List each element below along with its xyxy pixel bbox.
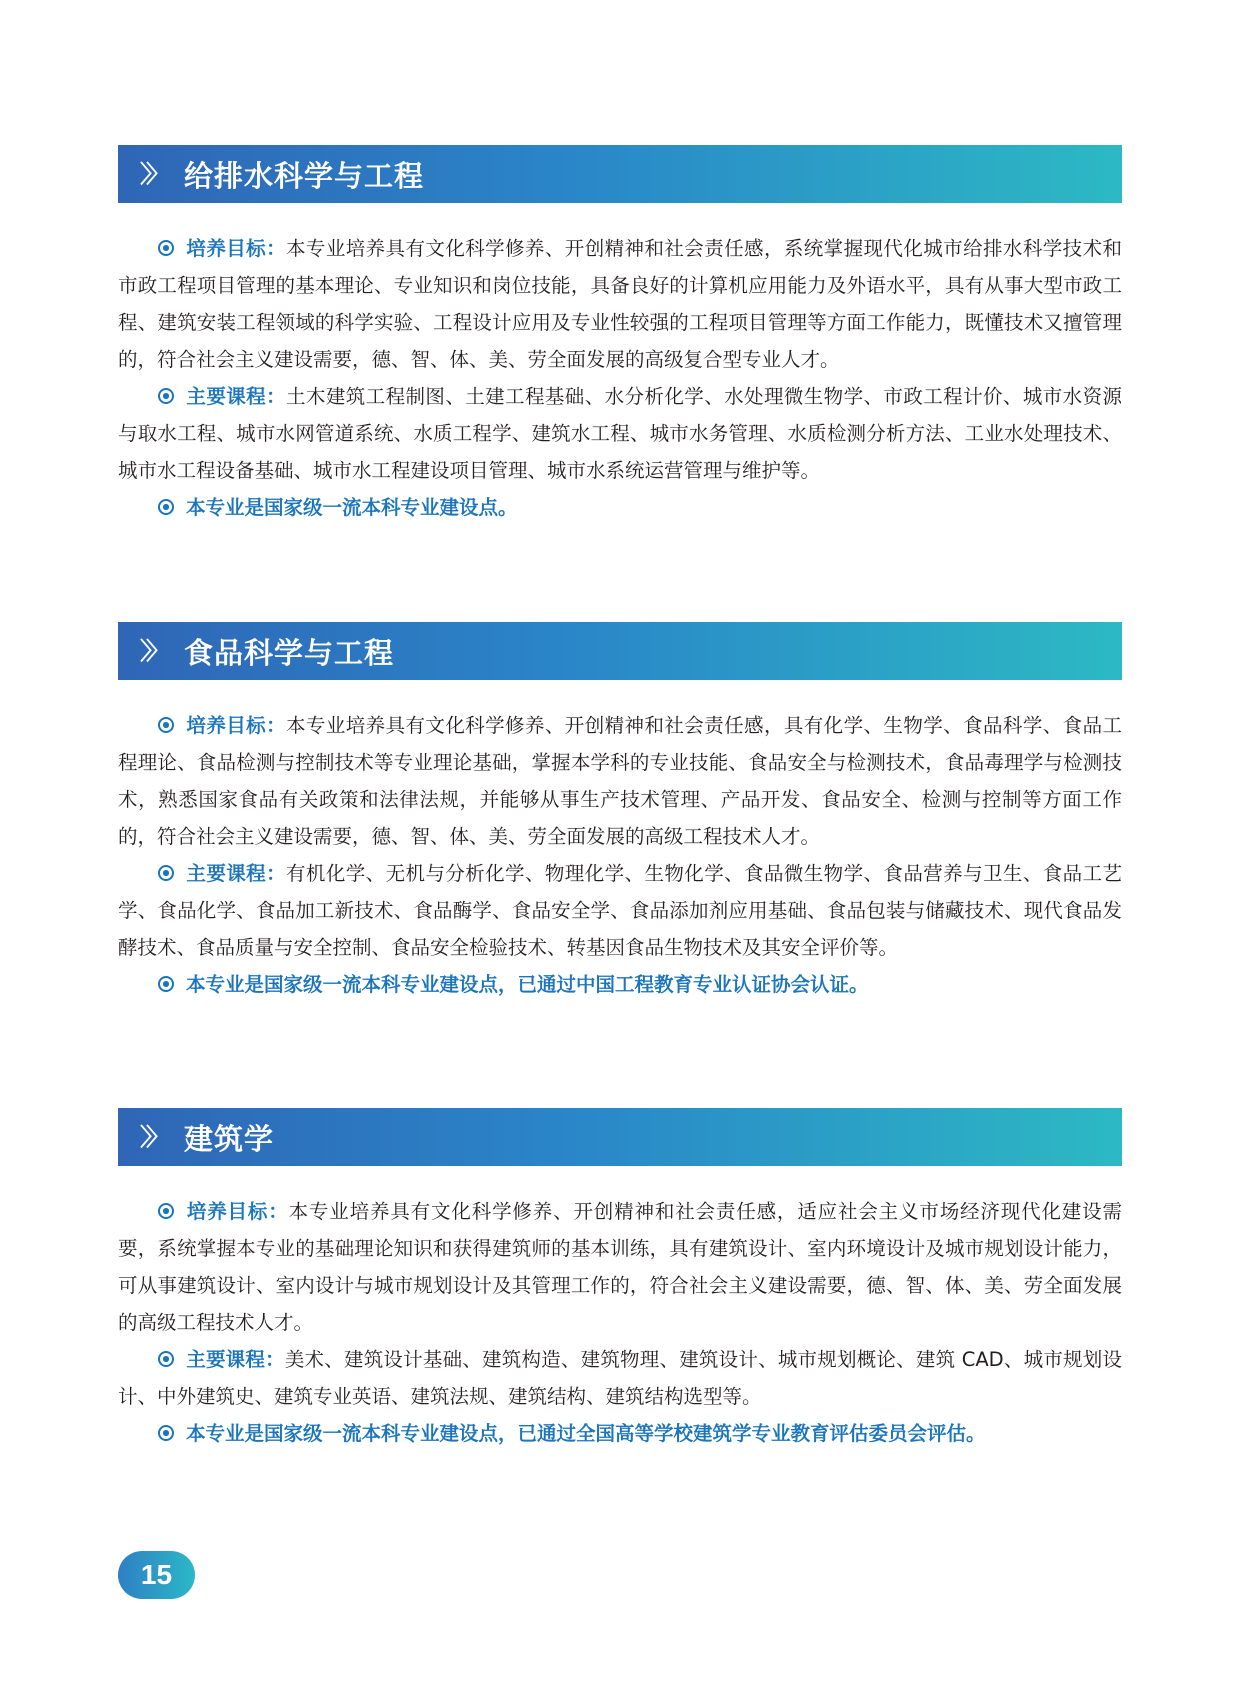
section-body [118,707,1122,1003]
double-chevron-icon: 〉〉 [140,1123,164,1151]
section-title: 食品科学与工程 [184,635,395,670]
course-paragraph [118,378,1122,489]
accreditation-note: 本专业是国家级一流本科专业建设点。 [186,496,518,519]
section-title: 给排水科学与工程 [184,158,425,193]
major-section-water [118,145,1122,526]
goal-text: 本专业培养具有文化科学修养、开创精神和社会责任感，适应社会主义市场经济现代化建设需要，系统掌握本专业的基础理论知识和获得建筑师的基本训练，具有建筑设计、室内环境设计及城市规划设计能力，可从事建筑设计、室内设计与城市规划设计及其管理工作的，符合社会主义建设需要，德、智、体、美、劳全面发展的高级工程技术人才。 [118,1200,1122,1334]
course-label: 主要课程： [186,862,286,885]
note-paragraph [118,489,1122,526]
target-bullet-icon [158,865,174,881]
section-banner [118,145,1122,203]
target-bullet-icon [158,1203,174,1219]
target-bullet-icon [158,1425,174,1441]
note-paragraph [118,1415,1122,1452]
goal-label: 培养目标： [186,714,286,737]
major-section-food [118,622,1122,1003]
target-bullet-icon [158,240,174,256]
section-banner [118,622,1122,680]
goal-text: 本专业培养具有文化科学修养、开创精神和社会责任感，系统掌握现代化城市给排水科学技术和市政工程项目管理的基本理论、专业知识和岗位技能，具备良好的计算机应用能力及外语水平，具有从事大型市政工程、建筑安装工程领域的科学实验、工程设计应用及专业性较强的工程项目管理等方面工作能力，既懂技术又擅管理的，符合社会主义建设需要，德、智、体、美、劳全面发展的高级复合型专业人才。 [118,237,1122,371]
section-body [118,1193,1122,1452]
note-paragraph [118,966,1122,1003]
target-bullet-icon [158,499,174,515]
accreditation-note: 本专业是国家级一流本科专业建设点，已通过中国工程教育专业认证协会认证。 [186,973,869,996]
course-label: 主要课程： [186,1348,285,1371]
section-title: 建筑学 [184,1121,275,1156]
course-text: 土木建筑工程制图、土建工程基础、水分析化学、水处理微生物学、市政工程计价、城市水资源与取水工程、城市水网管道系统、水质工程学、建筑水工程、城市水务管理、水质检测分析方法、工业水处理技术、城市水工程设备基础、城市水工程建设项目管理、城市水系统运营管理与维护等。 [118,385,1122,482]
target-bullet-icon [158,717,174,733]
course-paragraph [118,1341,1122,1415]
goal-label: 培养目标： [186,237,286,260]
page-number-badge: 15 [118,1551,195,1599]
accreditation-note: 本专业是国家级一流本科专业建设点，已通过全国高等学校建筑学专业教育评估委员会评估。 [186,1422,986,1445]
section-body [118,230,1122,526]
course-paragraph [118,855,1122,966]
section-banner [118,1108,1122,1166]
goal-paragraph [118,230,1122,378]
target-bullet-icon [158,388,174,404]
course-text: 美术、建筑设计基础、建筑构造、建筑物理、建筑设计、城市规划概论、建筑 CAD、城市规划设计、中外建筑史、建筑专业英语、建筑法规、建筑结构、建筑结构选型等。 [118,1348,1122,1408]
major-section-architecture [118,1108,1122,1452]
course-text: 有机化学、无机与分析化学、物理化学、生物化学、食品微生物学、食品营养与卫生、食品工艺学、食品化学、食品加工新技术、食品酶学、食品安全学、食品添加剂应用基础、食品包装与储藏技术、现代食品发酵技术、食品质量与安全控制、食品安全检验技术、转基因食品生物技术及其安全评价等。 [118,862,1122,959]
course-label: 主要课程： [186,385,286,408]
double-chevron-icon: 〉〉 [140,637,164,665]
goal-text: 本专业培养具有文化科学修养、开创精神和社会责任感，具有化学、生物学、食品科学、食品工程理论、食品检测与控制技术等专业理论基础，掌握本学科的专业技能、食品安全与检测技术，食品毒理学与检测技术，熟悉国家食品有关政策和法律法规，并能够从事生产技术管理、产品开发、食品安全、检测与控制等方面工作的，符合社会主义建设需要，德、智、体、美、劳全面发展的高级工程技术人才。 [118,714,1122,848]
target-bullet-icon [158,1351,174,1367]
goal-paragraph [118,707,1122,855]
double-chevron-icon: 〉〉 [140,160,164,188]
goal-paragraph [118,1193,1122,1341]
goal-label: 培养目标： [186,1200,289,1223]
target-bullet-icon [158,976,174,992]
